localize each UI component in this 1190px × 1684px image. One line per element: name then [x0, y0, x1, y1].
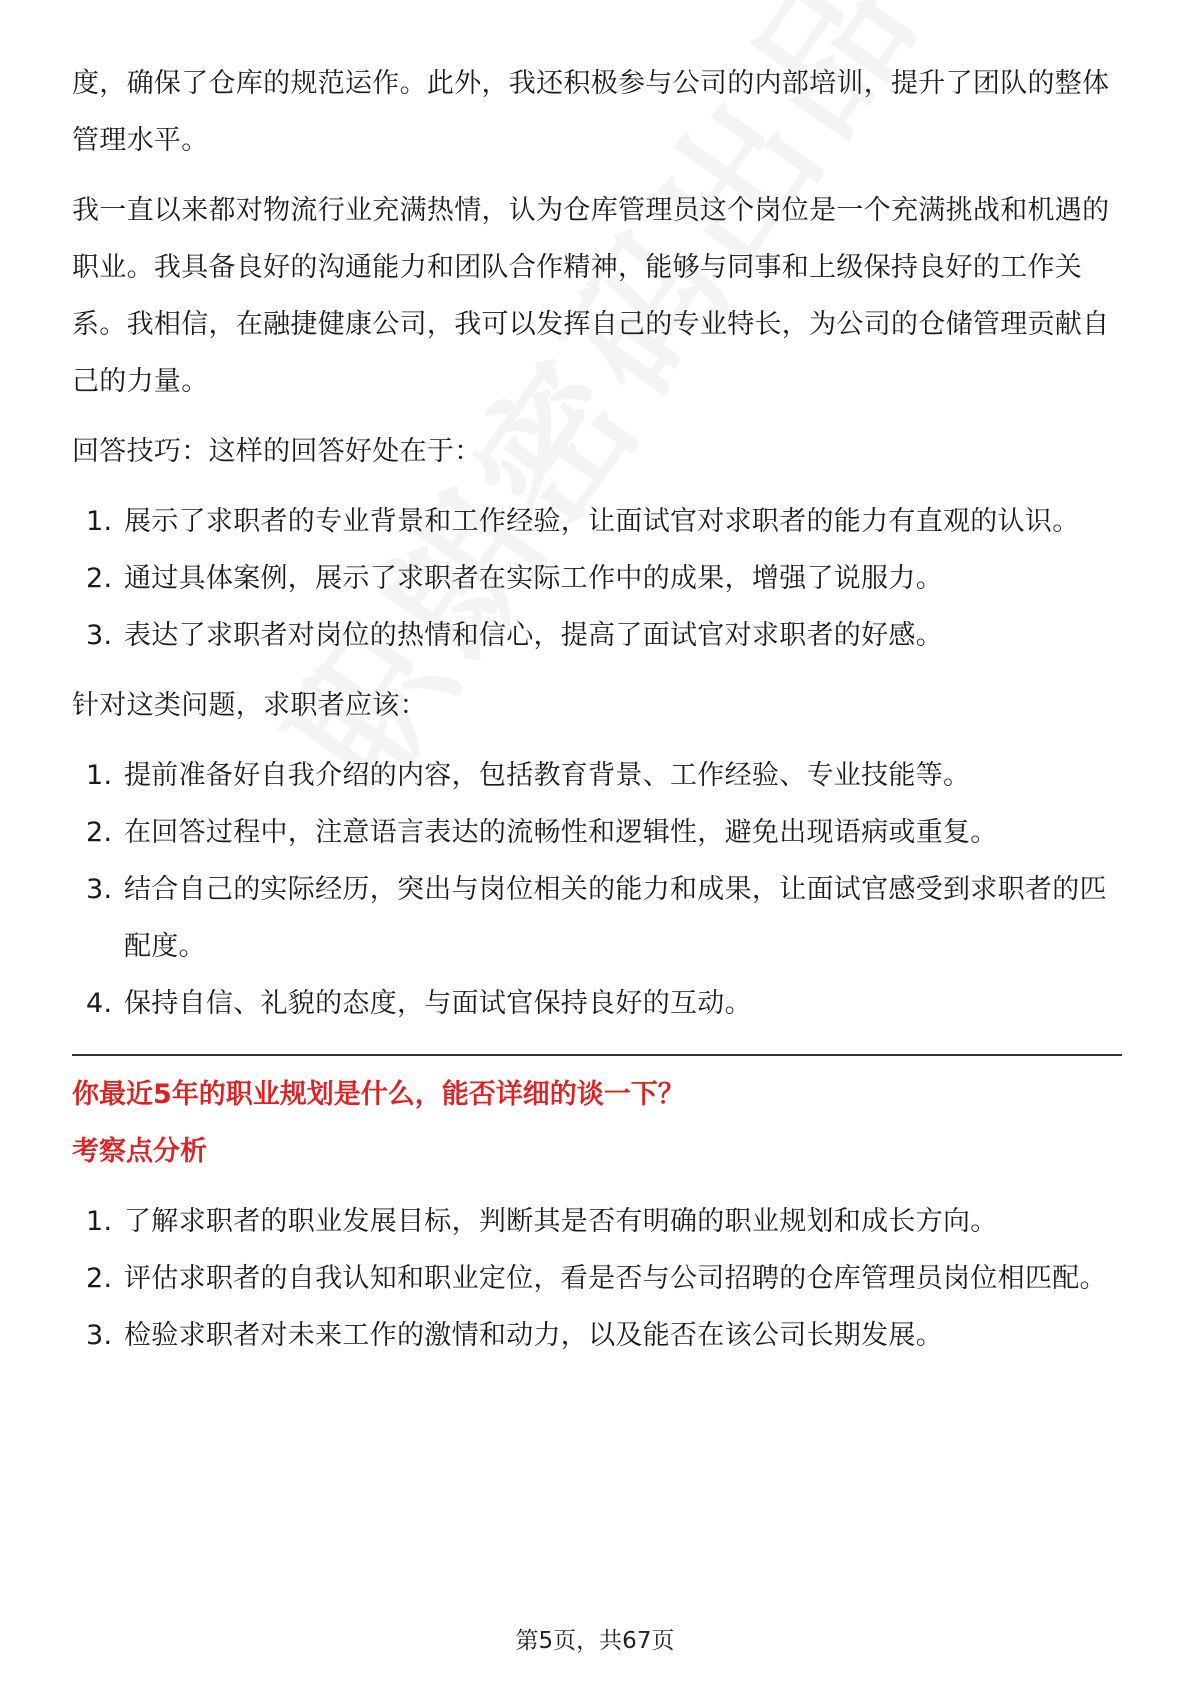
list-number: 3.: [86, 620, 113, 651]
tips-heading: 回答技巧：这样的回答好处在于：: [72, 436, 482, 467]
list-item: [72, 975, 1122, 1032]
list-number: 3.: [86, 874, 113, 905]
list-text: 通过具体案例，展示了求职者在实际工作中的成果，增强了说服力。: [124, 563, 943, 594]
list-item: [72, 861, 1122, 975]
list-text: 了解求职者的职业发展目标，判断其是否有明确的职业规划和成长方向。: [124, 1206, 998, 1237]
list-number: 2.: [86, 1263, 113, 1294]
list-item: [72, 747, 1122, 804]
question-heading: 你最近5年的职业规划是什么，能否详细的谈一下？: [72, 1079, 685, 1110]
analysis-heading: 考察点分析: [72, 1136, 207, 1167]
list-text: 在回答过程中，注意语言表达的流畅性和逻辑性，避免出现语病或重复。: [124, 817, 998, 848]
list-number: 1.: [86, 1206, 113, 1237]
tips-list: [72, 493, 1122, 664]
list-item: [72, 804, 1122, 861]
page-footer: 第5页，共67页: [515, 1628, 675, 1654]
list-number: 2.: [86, 817, 113, 848]
list-item: [72, 550, 1122, 607]
page-content: [72, 55, 1122, 1364]
list-text: 提前准备好自我介绍的内容，包括教育背景、工作经验、专业技能等。: [124, 760, 971, 791]
list-item: [72, 1307, 1122, 1364]
analysis-list: [72, 1193, 1122, 1364]
list-number: 1.: [86, 506, 113, 537]
list-text: 评估求职者的自我认知和职业定位，看是否与公司招聘的仓库管理员岗位相匹配。: [124, 1263, 1107, 1294]
list-item: [72, 1193, 1122, 1250]
intro-paragraph-1: 度，确保了仓库的规范运作。此外，我还积极参与公司的内部培训，提升了团队的整体管理水平。: [72, 68, 1110, 156]
list-number: 2.: [86, 563, 113, 594]
section-divider: [72, 1054, 1122, 1056]
advice-heading: 针对这类问题，求职者应该：: [72, 690, 427, 721]
list-text: 结合自己的实际经历，突出与岗位相关的能力和成果，让面试官感受到求职者的匹配度。: [124, 874, 1107, 962]
list-text: 表达了求职者对岗位的热情和信心，提高了面试官对求职者的好感。: [124, 620, 943, 651]
list-number: 1.: [86, 760, 113, 791]
list-item: [72, 607, 1122, 664]
list-text: 检验求职者对未来工作的激情和动力，以及能否在该公司长期发展。: [124, 1320, 943, 1351]
list-number: 4.: [86, 988, 113, 1019]
list-number: 3.: [86, 1320, 113, 1351]
list-item: [72, 1250, 1122, 1307]
intro-paragraph-2: 我一直以来都对物流行业充满热情，认为仓库管理员这个岗位是一个充满挑战和机遇的职业。我具备良好的沟通能力和团队合作精神，能够与同事和上级保持良好的工作关系。我相信，在融捷健康公司，我可以发挥自己的专业特长，为公司的仓储管理贡献自己的力量。: [72, 195, 1110, 397]
advice-list: [72, 747, 1122, 1032]
list-text: 保持自信、礼貌的态度，与面试官保持良好的互动。: [124, 988, 752, 1019]
list-text: 展示了求职者的专业背景和工作经验，让面试官对求职者的能力有直观的认识。: [124, 506, 1080, 537]
list-item: [72, 493, 1122, 550]
